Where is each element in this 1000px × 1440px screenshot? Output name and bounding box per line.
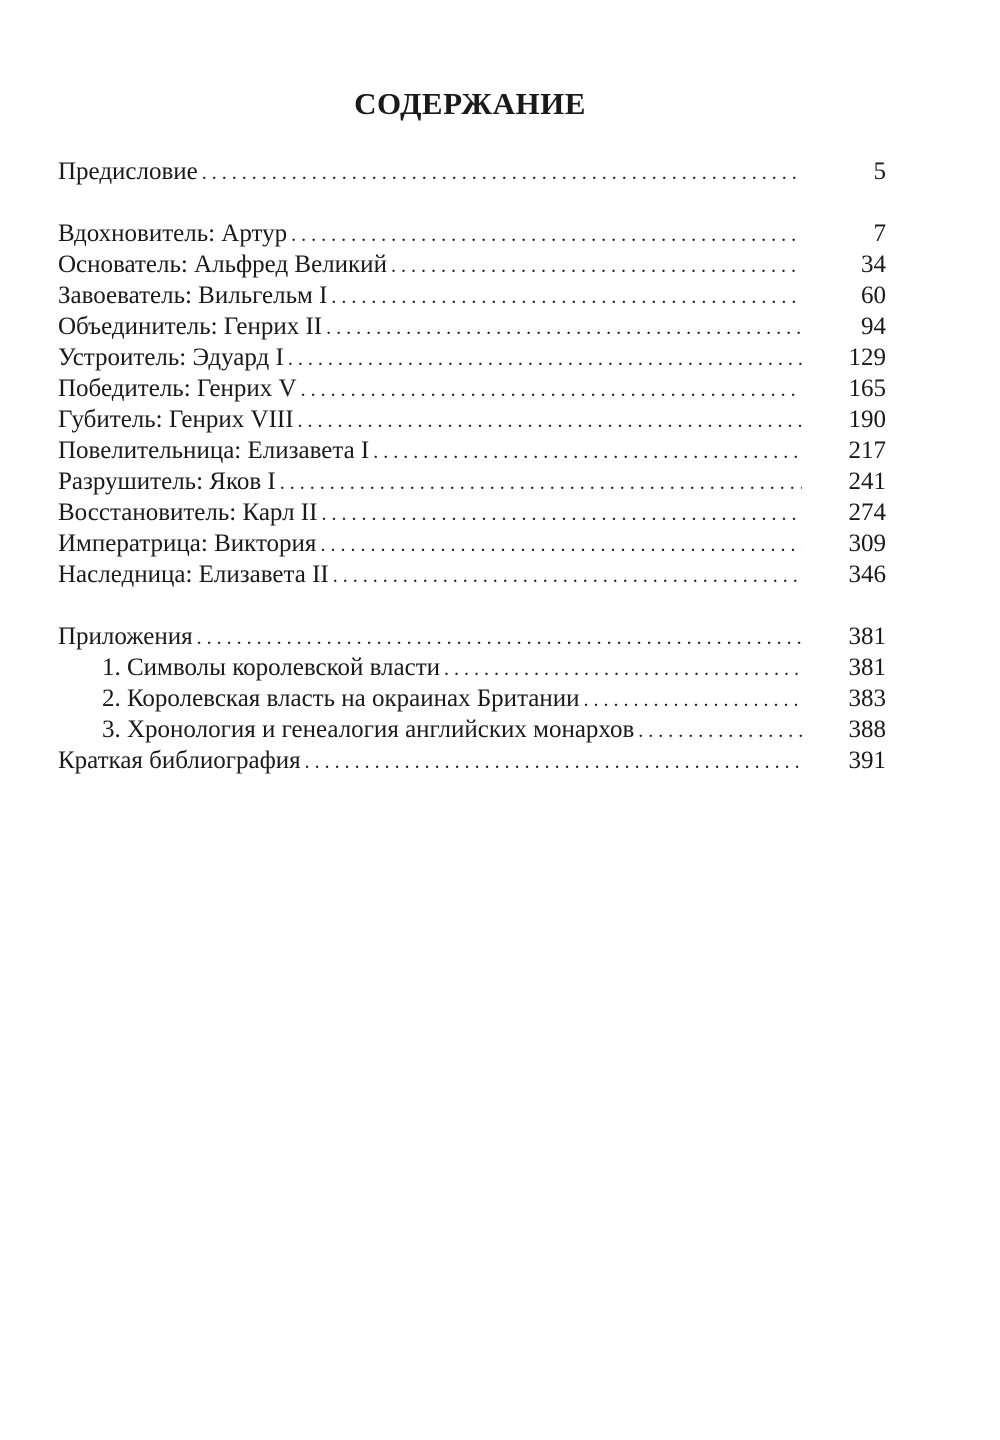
toc-entry[interactable] — [58, 466, 886, 497]
toc-entry[interactable] — [58, 373, 886, 404]
toc-subentry[interactable] — [58, 683, 886, 714]
toc-page-number: 383 — [848, 685, 886, 712]
toc-page-number: 94 — [861, 313, 886, 340]
toc-entry-title: Краткая библиография — [58, 747, 301, 774]
dot-leader — [584, 685, 802, 716]
dot-leader — [373, 437, 802, 468]
toc-page-number: 391 — [848, 747, 886, 774]
toc-entry-title: Устроитель: Эдуард I — [58, 344, 284, 371]
toc-page-number: 309 — [848, 530, 886, 557]
toc-entry-title: Объединитель: Генрих II — [58, 313, 323, 340]
dot-leader — [280, 468, 802, 499]
toc-entry-title: Повелительница: Елизавета I — [58, 437, 370, 464]
toc-page-number: 381 — [848, 654, 886, 681]
dot-leader — [321, 499, 802, 530]
toc-page-number: 34 — [861, 251, 886, 278]
toc-entry-title: Императрица: Виктория — [58, 530, 317, 557]
toc-entry[interactable] — [58, 404, 886, 435]
dot-leader — [326, 313, 802, 344]
toc-page-number: 129 — [848, 344, 886, 371]
toc-entry-appendices[interactable] — [58, 621, 886, 652]
toc-page-number: 346 — [848, 561, 886, 588]
dot-leader — [444, 654, 802, 685]
dot-leader — [305, 747, 802, 778]
toc-page-number: 217 — [848, 437, 886, 464]
toc-page-number: 60 — [861, 282, 886, 309]
toc-entry-bibliography[interactable] — [58, 745, 886, 776]
table-of-contents — [58, 156, 886, 776]
dot-leader — [333, 561, 802, 592]
dot-leader — [298, 406, 802, 437]
toc-subentry[interactable] — [58, 652, 886, 683]
toc-entry-title: 2. Королевская власть на окраинах Британии — [102, 685, 580, 712]
toc-entry[interactable] — [58, 311, 886, 342]
toc-page-number: 7 — [873, 220, 886, 247]
toc-page-number: 274 — [848, 499, 886, 526]
toc-entry-preface[interactable] — [58, 156, 886, 187]
dot-leader — [291, 220, 802, 251]
toc-entry-title: Восстановитель: Карл II — [58, 499, 318, 526]
toc-page-number: 241 — [848, 468, 886, 495]
toc-entry-title: Основатель: Альфред Великий — [58, 251, 387, 278]
toc-entry-title: Завоеватель: Вильгельм I — [58, 282, 328, 309]
toc-entry-title: Губитель: Генрих VIII — [58, 406, 294, 433]
toc-entry[interactable] — [58, 559, 886, 590]
toc-entry[interactable] — [58, 435, 886, 466]
dot-leader — [391, 251, 802, 282]
dot-leader — [288, 344, 802, 375]
dot-leader — [197, 623, 802, 654]
toc-page-number: 381 — [848, 623, 886, 650]
toc-entry[interactable] — [58, 249, 886, 280]
toc-page-number: 5 — [873, 158, 886, 185]
dot-leader — [331, 282, 802, 313]
toc-entry-title: 3. Хронология и генеалогия английских монархов — [102, 716, 635, 743]
toc-entry[interactable] — [58, 280, 886, 311]
toc-entry[interactable] — [58, 497, 886, 528]
page-title: СОДЕРЖАНИЕ — [354, 86, 586, 121]
toc-entry-title: Победитель: Генрих V — [58, 375, 297, 402]
dot-leader — [320, 530, 802, 561]
toc-entry[interactable] — [58, 528, 886, 559]
toc-entry-title: Наследница: Елизавета II — [58, 561, 329, 588]
toc-entry-title: Разрушитель: Яков I — [58, 468, 276, 495]
toc-entry-title: 1. Символы королевской власти — [102, 654, 441, 681]
toc-entry[interactable] — [58, 342, 886, 373]
toc-entry-title: Вдохновитель: Артур — [58, 220, 288, 247]
toc-entry-title: Предисловие — [58, 158, 198, 185]
toc-page-number: 388 — [848, 716, 886, 743]
dot-leader — [202, 158, 802, 189]
dot-leader — [301, 375, 802, 406]
toc-subentry[interactable] — [58, 714, 886, 745]
dot-leader — [638, 716, 802, 747]
toc-entry[interactable] — [58, 218, 886, 249]
toc-entry-title: Приложения — [58, 623, 193, 650]
toc-page-number: 190 — [848, 406, 886, 433]
toc-page-number: 165 — [848, 375, 886, 402]
